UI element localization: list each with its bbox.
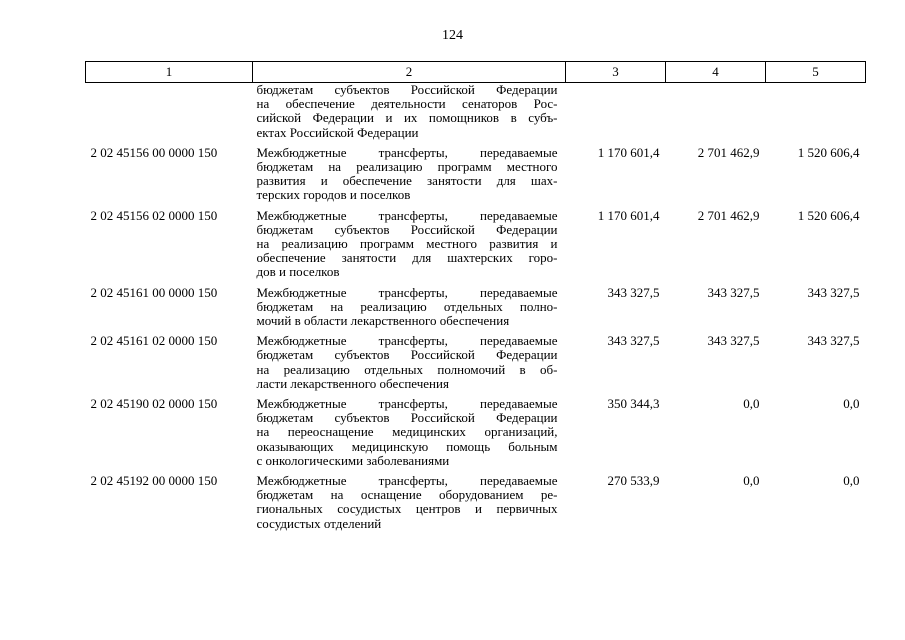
- amount-col-5: 0,0: [843, 473, 860, 489]
- description-line: Межбюджетные трансферты, передаваемые: [256, 207, 558, 223]
- continuation-row: [86, 83, 866, 142]
- budget-code: 2 02 45161 02 0000 150: [90, 333, 218, 349]
- header-col-1: 1: [86, 62, 253, 83]
- budget-code: 2 02 45192 00 0000 150: [90, 473, 218, 489]
- row-description: [253, 205, 566, 282]
- continuation-description: [253, 83, 566, 142]
- table-row: [86, 142, 866, 205]
- table-row: [86, 393, 866, 470]
- description-line: бюджетам на реализацию отдельных полно-: [256, 298, 558, 314]
- header-col-2: 2: [253, 62, 566, 83]
- row-description: [253, 142, 566, 205]
- amount-col-5: 1 520 606,4: [797, 207, 860, 223]
- row-description: [253, 282, 566, 331]
- description-line: бюджетам на реализацию программ местного: [256, 159, 558, 175]
- amount-col-5: 0,0: [843, 396, 860, 412]
- description-line: с онкологическими заболеваниями: [256, 452, 450, 468]
- description-line: обеспечение занятости для шахтерских горо-: [256, 250, 558, 266]
- description-line: бюджетам субъектов Российской Федерации: [256, 221, 558, 237]
- amount-col-4: 0,0: [743, 396, 760, 412]
- description-line: бюджетам на оснащение оборудованием ре-: [256, 487, 558, 503]
- description-line: на обеспечение деятельности сенаторов Рос-: [256, 96, 558, 112]
- amount-col-3: 343 327,5: [607, 284, 660, 300]
- row-description: [253, 470, 566, 533]
- amount-col-4: 2 701 462,9: [697, 144, 760, 160]
- header-col-4: 4: [666, 62, 766, 83]
- table-row: [86, 470, 866, 533]
- description-line: терских городов и поселков: [256, 187, 411, 203]
- description-line: дов и поселков: [256, 264, 340, 280]
- amount-col-4: 343 327,5: [707, 284, 760, 300]
- amount-col-4: 0,0: [743, 473, 760, 489]
- table-row: [86, 282, 866, 331]
- header-col-3: 3: [566, 62, 666, 83]
- amount-col-3: 343 327,5: [607, 333, 660, 349]
- description-line: сийской Федерации и их помощников в субъ-: [256, 110, 558, 126]
- description-line: оказывающих медицинскую помощь больным: [256, 438, 558, 454]
- description-line: бюджетам субъектов Российской Федерации: [256, 347, 558, 363]
- amount-col-3: 270 533,9: [607, 473, 660, 489]
- description-line: Межбюджетные трансферты, передаваемые: [256, 284, 558, 300]
- row-description: [253, 330, 566, 393]
- budget-code: 2 02 45156 00 0000 150: [90, 144, 218, 160]
- page-number: 124: [442, 28, 463, 43]
- description-line: Межбюджетные трансферты, передаваемые: [256, 396, 558, 412]
- budget-table: [85, 61, 866, 533]
- description-line: гиональных сосудистых центров и первичных: [256, 501, 558, 517]
- continuation-code-cell: [86, 83, 253, 142]
- amount-col-3: 1 170 601,4: [597, 144, 660, 160]
- amount-col-3: 350 344,3: [607, 396, 660, 412]
- description-line: на реализацию программ местного развития и: [256, 236, 558, 252]
- description-line: бюджетам субъектов Российской Федерации: [256, 410, 558, 426]
- table-row: [86, 205, 866, 282]
- table-body: [86, 83, 866, 533]
- budget-code: 2 02 45161 00 0000 150: [90, 284, 218, 300]
- description-line: Межбюджетные трансферты, передаваемые: [256, 144, 558, 160]
- description-line: на реализацию отдельных полномочий в об-: [256, 361, 558, 377]
- description-line: бюджетам субъектов Российской Федерации: [256, 82, 558, 97]
- description-line: Межбюджетные трансферты, передаваемые: [256, 333, 558, 349]
- table-row: [86, 330, 866, 393]
- budget-code: 2 02 45190 02 0000 150: [90, 396, 218, 412]
- amount-col-5: 343 327,5: [807, 333, 860, 349]
- amount-col-5: 343 327,5: [807, 284, 860, 300]
- description-line: мочий в области лекарственного обеспечения: [256, 313, 510, 329]
- table-header-row: [86, 62, 866, 83]
- budget-code: 2 02 45156 02 0000 150: [90, 207, 218, 223]
- description-line: ектах Российской Федерации: [256, 124, 419, 140]
- description-line: на переоснащение медицинских организаций,: [256, 424, 558, 440]
- amount-col-4: 2 701 462,9: [697, 207, 760, 223]
- row-description: [253, 393, 566, 470]
- description-line: сосудистых отделений: [256, 515, 382, 531]
- amount-col-4: 343 327,5: [707, 333, 760, 349]
- description-line: ласти лекарственного обеспечения: [256, 375, 449, 391]
- amount-col-3: 1 170 601,4: [597, 207, 660, 223]
- amount-col-5: 1 520 606,4: [797, 144, 860, 160]
- description-line: развития и обеспечение занятости для шах-: [256, 173, 558, 189]
- description-line: Межбюджетные трансферты, передаваемые: [256, 473, 558, 489]
- header-col-5: 5: [766, 62, 866, 83]
